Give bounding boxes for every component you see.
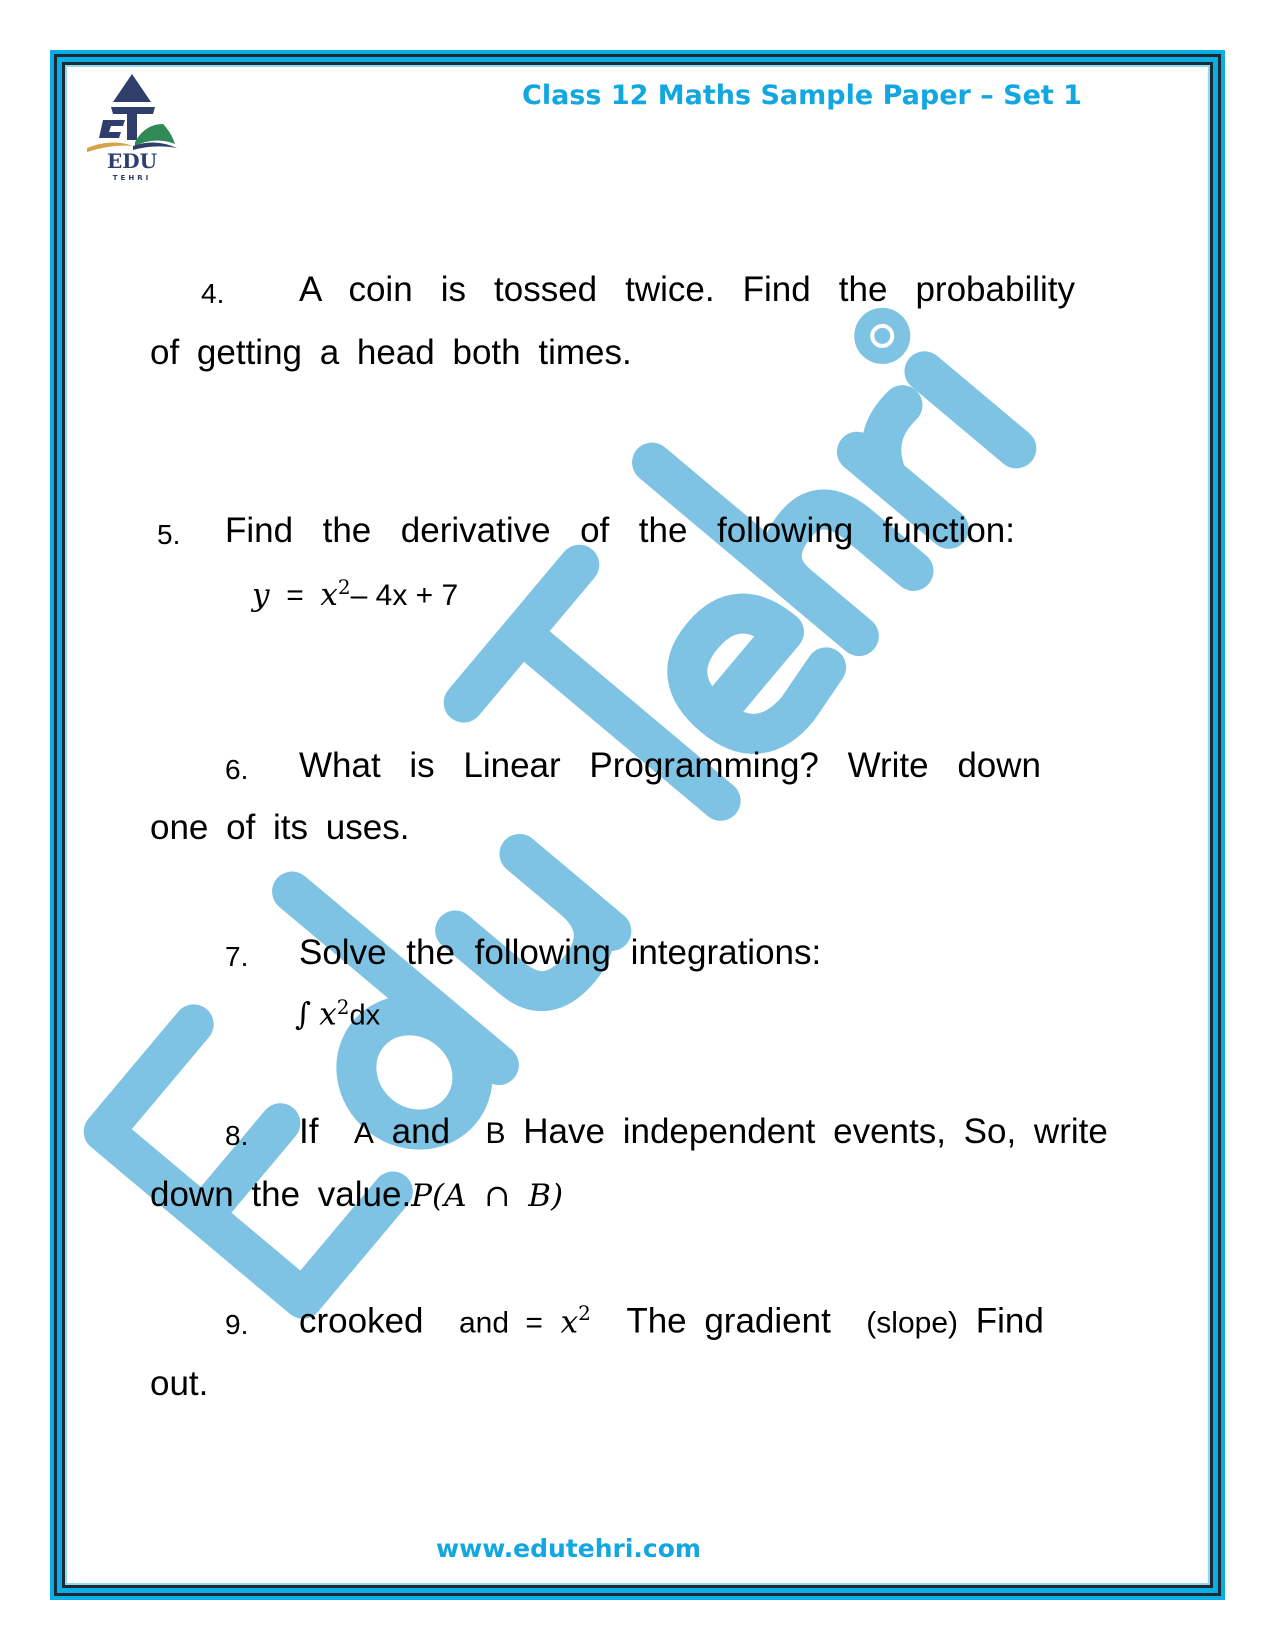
math-expression: P(A ∩ B) [411,1178,564,1214]
question-text [299,1301,1044,1342]
question-number: 6. [225,754,249,785]
question-text: Solve the following integrations: [299,933,822,972]
text: and [391,1112,451,1151]
question-text: Find the derivative of the following function: [225,511,1015,550]
math-rest: – 4x + 7 [350,579,459,612]
math-var: x [320,577,338,613]
integral-sign: ∫ [295,996,312,1033]
math-var: y [252,577,270,613]
math-exp: 2 [336,995,350,1019]
question-text [150,1175,563,1215]
integral [295,995,380,1033]
text: The gradient [626,1301,831,1341]
text: Have independent events, So, write [523,1112,1108,1151]
svg-text:EDU: EDU [106,149,158,173]
math-rest: dx [349,999,381,1032]
math-exp: 2 [337,575,351,599]
question-number: 9. [225,1309,249,1340]
text: B [485,1117,506,1150]
footer-website-link[interactable]: www.edutehri.com [436,1534,701,1563]
math-var: x [319,996,337,1033]
question-number: 8. [225,1120,249,1151]
text: Find [975,1301,1044,1341]
math-var: x [560,1304,579,1341]
question-number: 4. [201,278,225,309]
text: If [299,1112,319,1151]
svg-text:TEHRI: TEHRI [112,174,152,182]
question-number: 7. [225,941,249,972]
edu-tehri-logo [85,72,180,187]
question-text: What is Linear Programming? Write down [299,746,1041,785]
math-exp: 2 [578,1301,591,1325]
question-text: of getting a head both times. [150,333,632,372]
math-op: = [286,579,304,612]
question-text: one of its uses. [150,808,410,847]
text: (slope) [866,1306,958,1340]
text: and = [458,1306,543,1340]
text: down the value. [150,1175,412,1214]
question-text: A coin is tossed twice. Find the probability [299,270,1075,309]
text: A [353,1117,374,1150]
question-text: out. [150,1364,209,1403]
question-text [299,1112,1108,1152]
equation [252,575,458,613]
page-title: Class 12 Maths Sample Paper – Set 1 [522,80,1082,111]
text: crooked [299,1301,424,1341]
question-number: 5. [157,519,181,550]
